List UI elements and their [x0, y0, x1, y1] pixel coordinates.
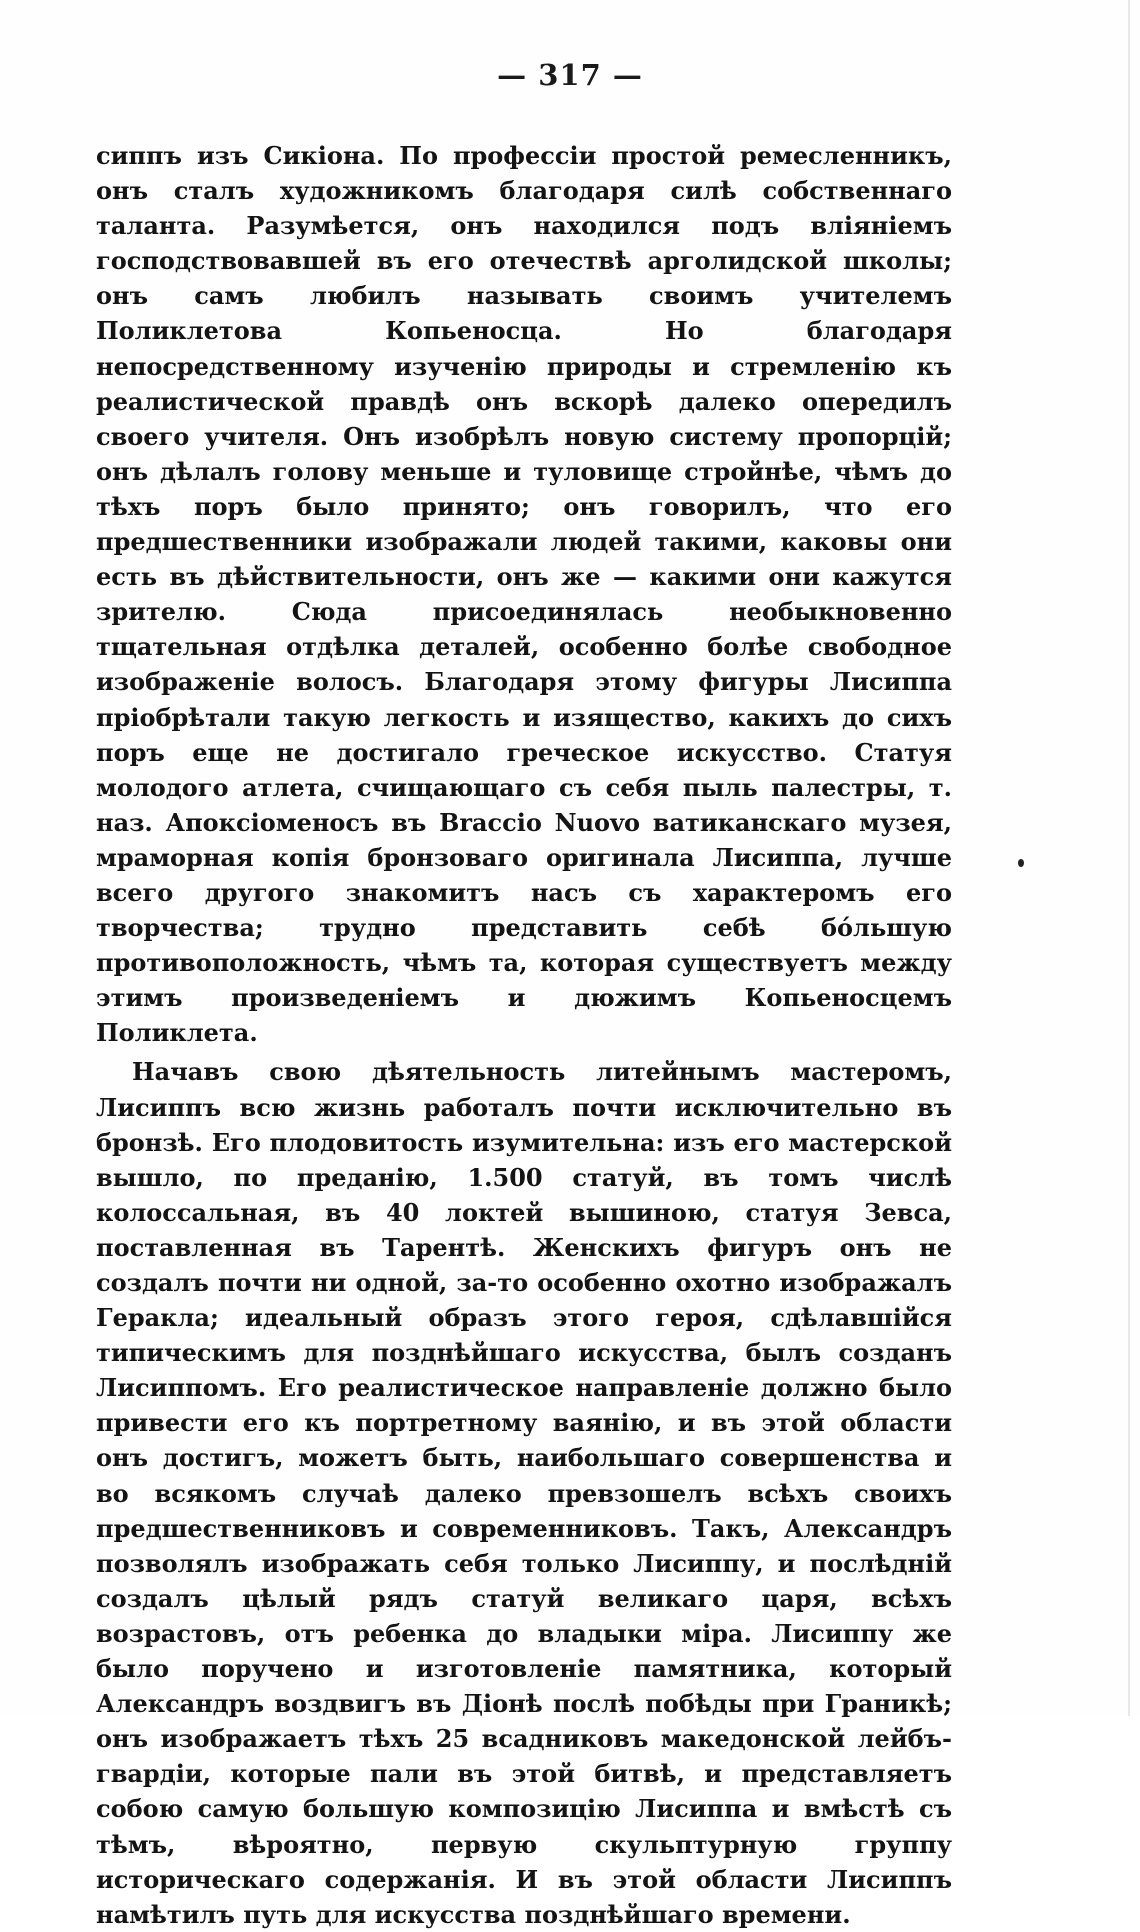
page-number: — 317 —	[497, 58, 643, 92]
paragraph-lysippus-style: сиппъ изъ Сикіона. По профессіи простой ремесленникъ, онъ сталъ художникомъ благодаря силѣ собственнаго таланта. Разумѣется, онъ находился подъ вліяніемъ господствовавшей въ его отечествѣ арголидской школы; онъ самъ любилъ называть своимъ учителемъ Поликлетова Копьеносца. Но благодаря непосредственному изученію природы и стремленію къ реалистической правдѣ онъ вскорѣ далеко опередилъ своего учителя. Онъ изобрѣлъ новую систему пропорцій; онъ дѣлалъ голову меньше и туловище стройнѣе, чѣмъ до тѣхъ поръ было принято; онъ говорилъ, что его предшественники изображали людей такими, каковы они есть въ дѣйствительности, онъ же — какими они кажутся зрителю. Сюда присоединялась необыкновенно тщательная отдѣлка деталей, особенно болѣе свободное изображеніе волосъ. Благодаря этому фигуры Лисиппа пріобрѣтали такую легкость и изящество, какихъ до сихъ поръ еще не достигало греческое искусство. Статуя молодого атлета, счищающаго съ себя пыль палестры, т. наз. Апоксіоменосъ въ Braccio Nuovo ватиканскаго музея, мраморная копія бронзоваго оригинала Лисиппа, лучше всего другого знакомитъ насъ съ характеромъ его творчества; трудно представить себѣ бóльшую противоположность, чѣмъ та, которая существуетъ между этимъ произведеніемъ и дюжимъ Копьеносцемъ Поликлета.	[96, 141, 952, 1048]
body-text	[96, 138, 952, 1932]
ink-speck	[1018, 859, 1024, 867]
page-edge-shadow	[1128, 0, 1130, 1716]
paragraph-lysippus-bronze-works: Начавъ свою дѣятельность литейнымъ мастеромъ, Лисиппъ всю жизнь работалъ почти исключительно въ бронзѣ. Его плодовитость изумительна: изъ его мастерской вышло, по преданію, 1.500 статуй, въ томъ числѣ колоссальная, въ 40 локтей вышиною, статуя Зевса, поставленная въ Тарентѣ. Женскихъ фигуръ онъ не создалъ почти ни одной, за-то особенно охотно изображалъ Геракла; идеальный образъ этого героя, сдѣлавшійся типическимъ для позднѣйшаго искусства, былъ созданъ Лисиппомъ. Его реалистическое направленіе должно было привести его къ портретному ваянію, и въ этой области онъ достигъ, можетъ быть, наибольшаго совершенства и во всякомъ случаѣ далеко превзошелъ всѣхъ своихъ предшественниковъ и современниковъ. Такъ, Александръ позволялъ изображать себя только Лисиппу, и послѣдній создалъ цѣлый рядъ статуй великаго царя, всѣхъ возрастовъ, отъ ребенка до владыки міра. Лисиппу же было поручено и изготовленіе памятника, который Александръ воздвигъ въ Діонѣ послѣ побѣды при Граникѣ; онъ изображаетъ тѣхъ 25 всадниковъ македонской лейбъ-гвардіи, которые пали въ этой битвѣ, и представляетъ собою самую большую композицію Лисиппа и вмѣстѣ съ тѣмъ, вѣроятно, первую скульптурную группу историческаго содержанія. И въ этой области Лисиппъ намѣтилъ путь для искусства позднѣйшаго времени.	[96, 1057, 952, 1929]
